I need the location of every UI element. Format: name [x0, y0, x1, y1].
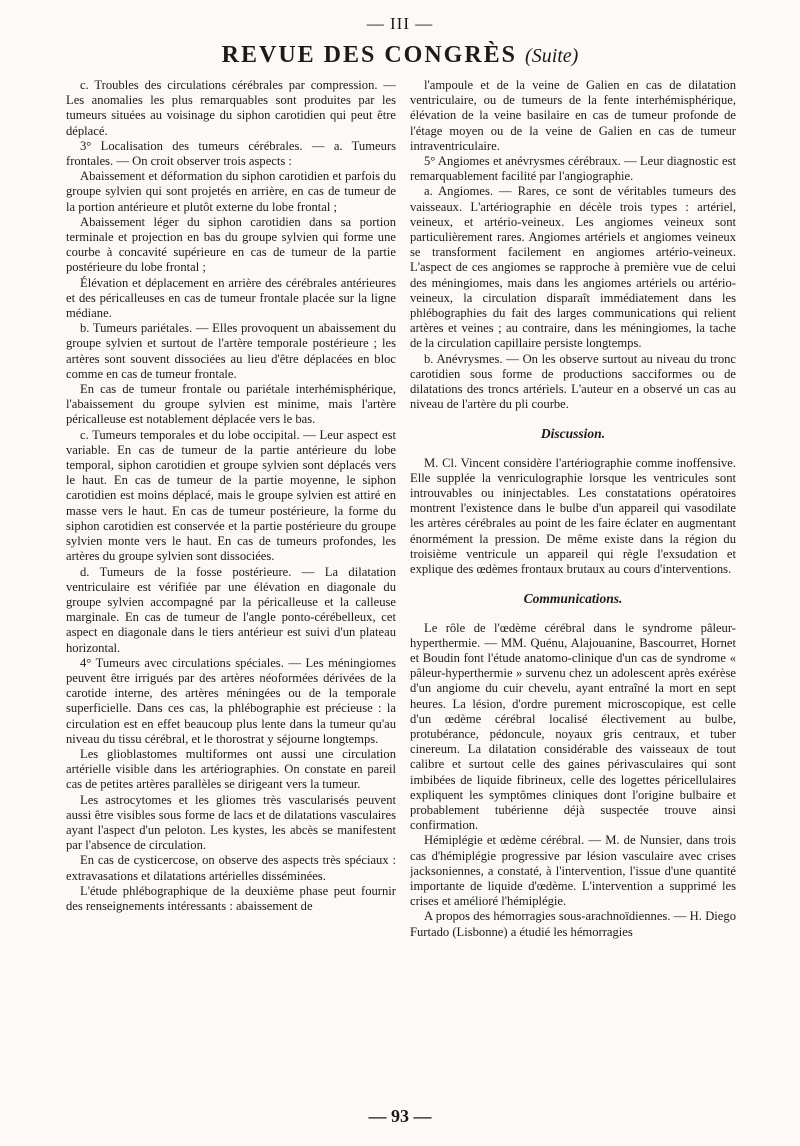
- paragraph: Les astrocytomes et les gliomes très vascularisés peuvent aussi être visibles sous forme de lacs et de dilatations vasculaires ayant l'aspect d'un peloton. Les kystes, les abcès se manifestent par l'absence de circulation.: [66, 792, 396, 853]
- paragraph: c. Tumeurs temporales et du lobe occipital. — Leur aspect est variable. En cas de tumeur de la partie antérieure du lobe temporal, siphon carotidien et groupe sylvien sont déplacés vers le haut. En cas de tumeur de la partie moyenne, le siphon carotidien est moins déplacé, mais le groupe sylvien est attiré en masse vers le haut. En cas de tumeur postérieure, la forme du siphon carotidien est conservée et la partie postérieure du groupe sylvien monte vers le haut. En cas de tumeurs profondes, les artères du groupe sylvien sont dissociées.: [66, 427, 396, 564]
- paragraph: b. Tumeurs pariétales. — Elles provoquent un abaissement du groupe sylvien et surtout de l'artère temporale postérieure ; les artères sont souvent dissociées au lieu d'être déplacées en bloc comme en cas de tumeur frontale.: [66, 321, 396, 381]
- right-column: [410, 78, 736, 1088]
- paragraph: 4° Tumeurs avec circulations spéciales. — Les méningiomes peuvent être irrigués par des artères néoformées dérivées de la carotide interne, des artères méningées ou de la temporale superficielle. Dans ces cas, la phlébographie est précieuse : la circulation est en effet beaucoup plus lente dans la tumeur qu'au niveau du tissu cérébral, et le thorostrat y séjourne longtemps.: [66, 655, 396, 746]
- discussion-text: M. Cl. Vincent considère l'artériographie comme inoffensive. Elle supplée la venriculographie lorsque les ventricules sont introuvables ou ininjectables. Les constatations opératoires montrent l'existence dans le bulbe d'un appareil qui vasodilate les artères cérébrales au point de les faire éclater en augmentant énormément la pression. De même existe dans la région du troisième ventricule un appareil qui règle l'exsudation et explique des œdèmes frontaux brutaux au cours d'interventions.: [410, 455, 736, 577]
- page-top-number: — III —: [366, 14, 434, 33]
- paragraph: En cas de tumeur frontale ou pariétale interhémisphérique, l'abaissement du groupe sylvien est minime, mais l'artère péricalleuse est notablement déplacée vers le bas.: [66, 382, 396, 427]
- header-suffix: (Suite): [525, 45, 579, 67]
- page-bottom-number: — 93 —: [368, 1106, 432, 1126]
- paragraph: 5° Angiomes et anévrysmes cérébraux. — Leur diagnostic est remarquablement facilité par l'angiographie.: [410, 154, 736, 184]
- paragraph: Élévation et déplacement en arrière des cérébrales antérieures et des péricalleuses en cas de tumeur frontale placée sur la ligne médiane.: [66, 275, 396, 321]
- communications-heading: Communications.: [523, 591, 623, 607]
- paragraph: c. Troubles des circulations cérébrales par compression. — Les anomalies les plus remarquables sont produites par les tumeurs situées au voisinage du siphon carotidien qui peut être déplacé.: [66, 78, 396, 138]
- discussion-heading: Discussion.: [540, 426, 606, 442]
- paragraph: 3° Localisation des tumeurs cérébrales. — a. Tumeurs frontales. — On croit observer trois aspects :: [66, 138, 396, 169]
- left-column: [66, 78, 396, 1088]
- paragraph: l'ampoule et de la veine de Galien en cas de dilatation ventriculaire, ou de tumeurs de la fente interhémisphérique, élévation de la veine basilaire en cas de tumeur profonde de l'étage moyen ou de la veine de Galien en cas de tumeur intraventriculaire.: [410, 78, 736, 153]
- page-header: [0, 42, 800, 69]
- communication-item: A propos des hémorragies sous-arachnoïdiennes. — H. Diego Furtado (Lisbonne) a étudié les hémorragies: [410, 909, 736, 939]
- paragraph: Abaissement léger du siphon carotidien dans sa portion terminale et projection en bas du groupe sylvien qui forme une courbe à concavité supérieure en cas de tumeur de la partie postérieure du lobe frontal ;: [66, 214, 396, 275]
- paragraph: Les glioblastomes multiformes ont aussi une circulation artérielle visible dans les artériographies. On constate en pareil cas de petites artères parallèles se dirigeant vers la tumeur.: [66, 746, 396, 792]
- paragraph: Abaissement et déformation du siphon carotidien et parfois du groupe sylvien qui sont projetés en arrière, en cas de tumeur de la portion antérieure et plutôt externe du lobe frontal ;: [66, 169, 396, 214]
- communication-item: Le rôle de l'œdème cérébral dans le syndrome pâleur-hyperthermie. — MM. Quénu, Alajouanine, Bascourret, Hornet et Boudin font l'étude anatomo-clinique d'un cas de syndrome « pâleur-hyperthermie » survenu chez un adolescent après exérèse d'un angiome du cuir chevelu, ayant entraîné la mort en sept heures. La lésion, d'ordre purement microscopique, est celle d'un œdème cérébral localisé électivement au bulbe, protubérance, pédoncule, noyaux gris centraux, et tuber cinereum. La dilatation considérable des vaisseaux de tout calibre et surtout celle des gaines périvasculaires qui sont imbibées de liquide fibrineux, celle des logettes péricellulaires expliquent les symptômes cliniques dont l'origine bulbaire et probablement tubérienne déjà suspectée trouve ainsi confirmation.: [410, 620, 736, 833]
- paragraph: En cas de cysticercose, on observe des aspects très spéciaux : extravasations et dilatations artérielles disséminées.: [66, 853, 396, 883]
- paragraph: d. Tumeurs de la fosse postérieure. — La dilatation ventriculaire est vérifiée par une élévation en diagonale du groupe sylvien accompagné par la péricalleuse et la calleuse marginale. En cas de tumeur de l'angle ponto-cérébelleux, cet aspect en diagonale dans le tiers antérieur est suivi d'un plateau horizontal.: [66, 564, 396, 655]
- paragraph: b. Anévrysmes. — On les observe surtout au niveau du tronc carotidien sous forme de productions sacciformes ou de dilatations des troncs artériels. L'auteur en a observé un cas au niveau de l'artère du pli courbe.: [410, 351, 736, 412]
- paragraph: a. Angiomes. — Rares, ce sont de véritables tumeurs des vaisseaux. L'artériographie en décèle trois types : artériel, veineux, et artério-veineux. Les angiomes veineux sont particulièrement rares. Angiomes artériels et angiomes veineux se transforment facilement en angiomes artério-veineux. L'aspect de ces angiomes se rapproche à première vue de celui des méningiomes, mais dans les angiomes artériels ou artério-veineux, la circulation disparaît immédiatement dans les phlébographies du fait des larges communications qui relient artères et veines ; au contraire, dans les méningiomes, la tache de la circulation capillaire persiste longtemps.: [410, 184, 736, 351]
- header-title: REVUE DES CONGRÈS: [221, 42, 518, 68]
- communication-item: Hémiplégie et œdème cérébral. — M. de Nunsier, dans trois cas d'hémiplégie progressive par lésion vasculaire avec crises jacksoniennes, a constaté, à l'intervention, l'issue d'une quantité importante de liquide d'œdème. L'intervention a supprimé les crises et amélioré l'hémiplégie.: [410, 833, 736, 909]
- paragraph: L'étude phlébographique de la deuxième phase peut fournir des renseignements intéressants : abaissement de: [66, 883, 396, 913]
